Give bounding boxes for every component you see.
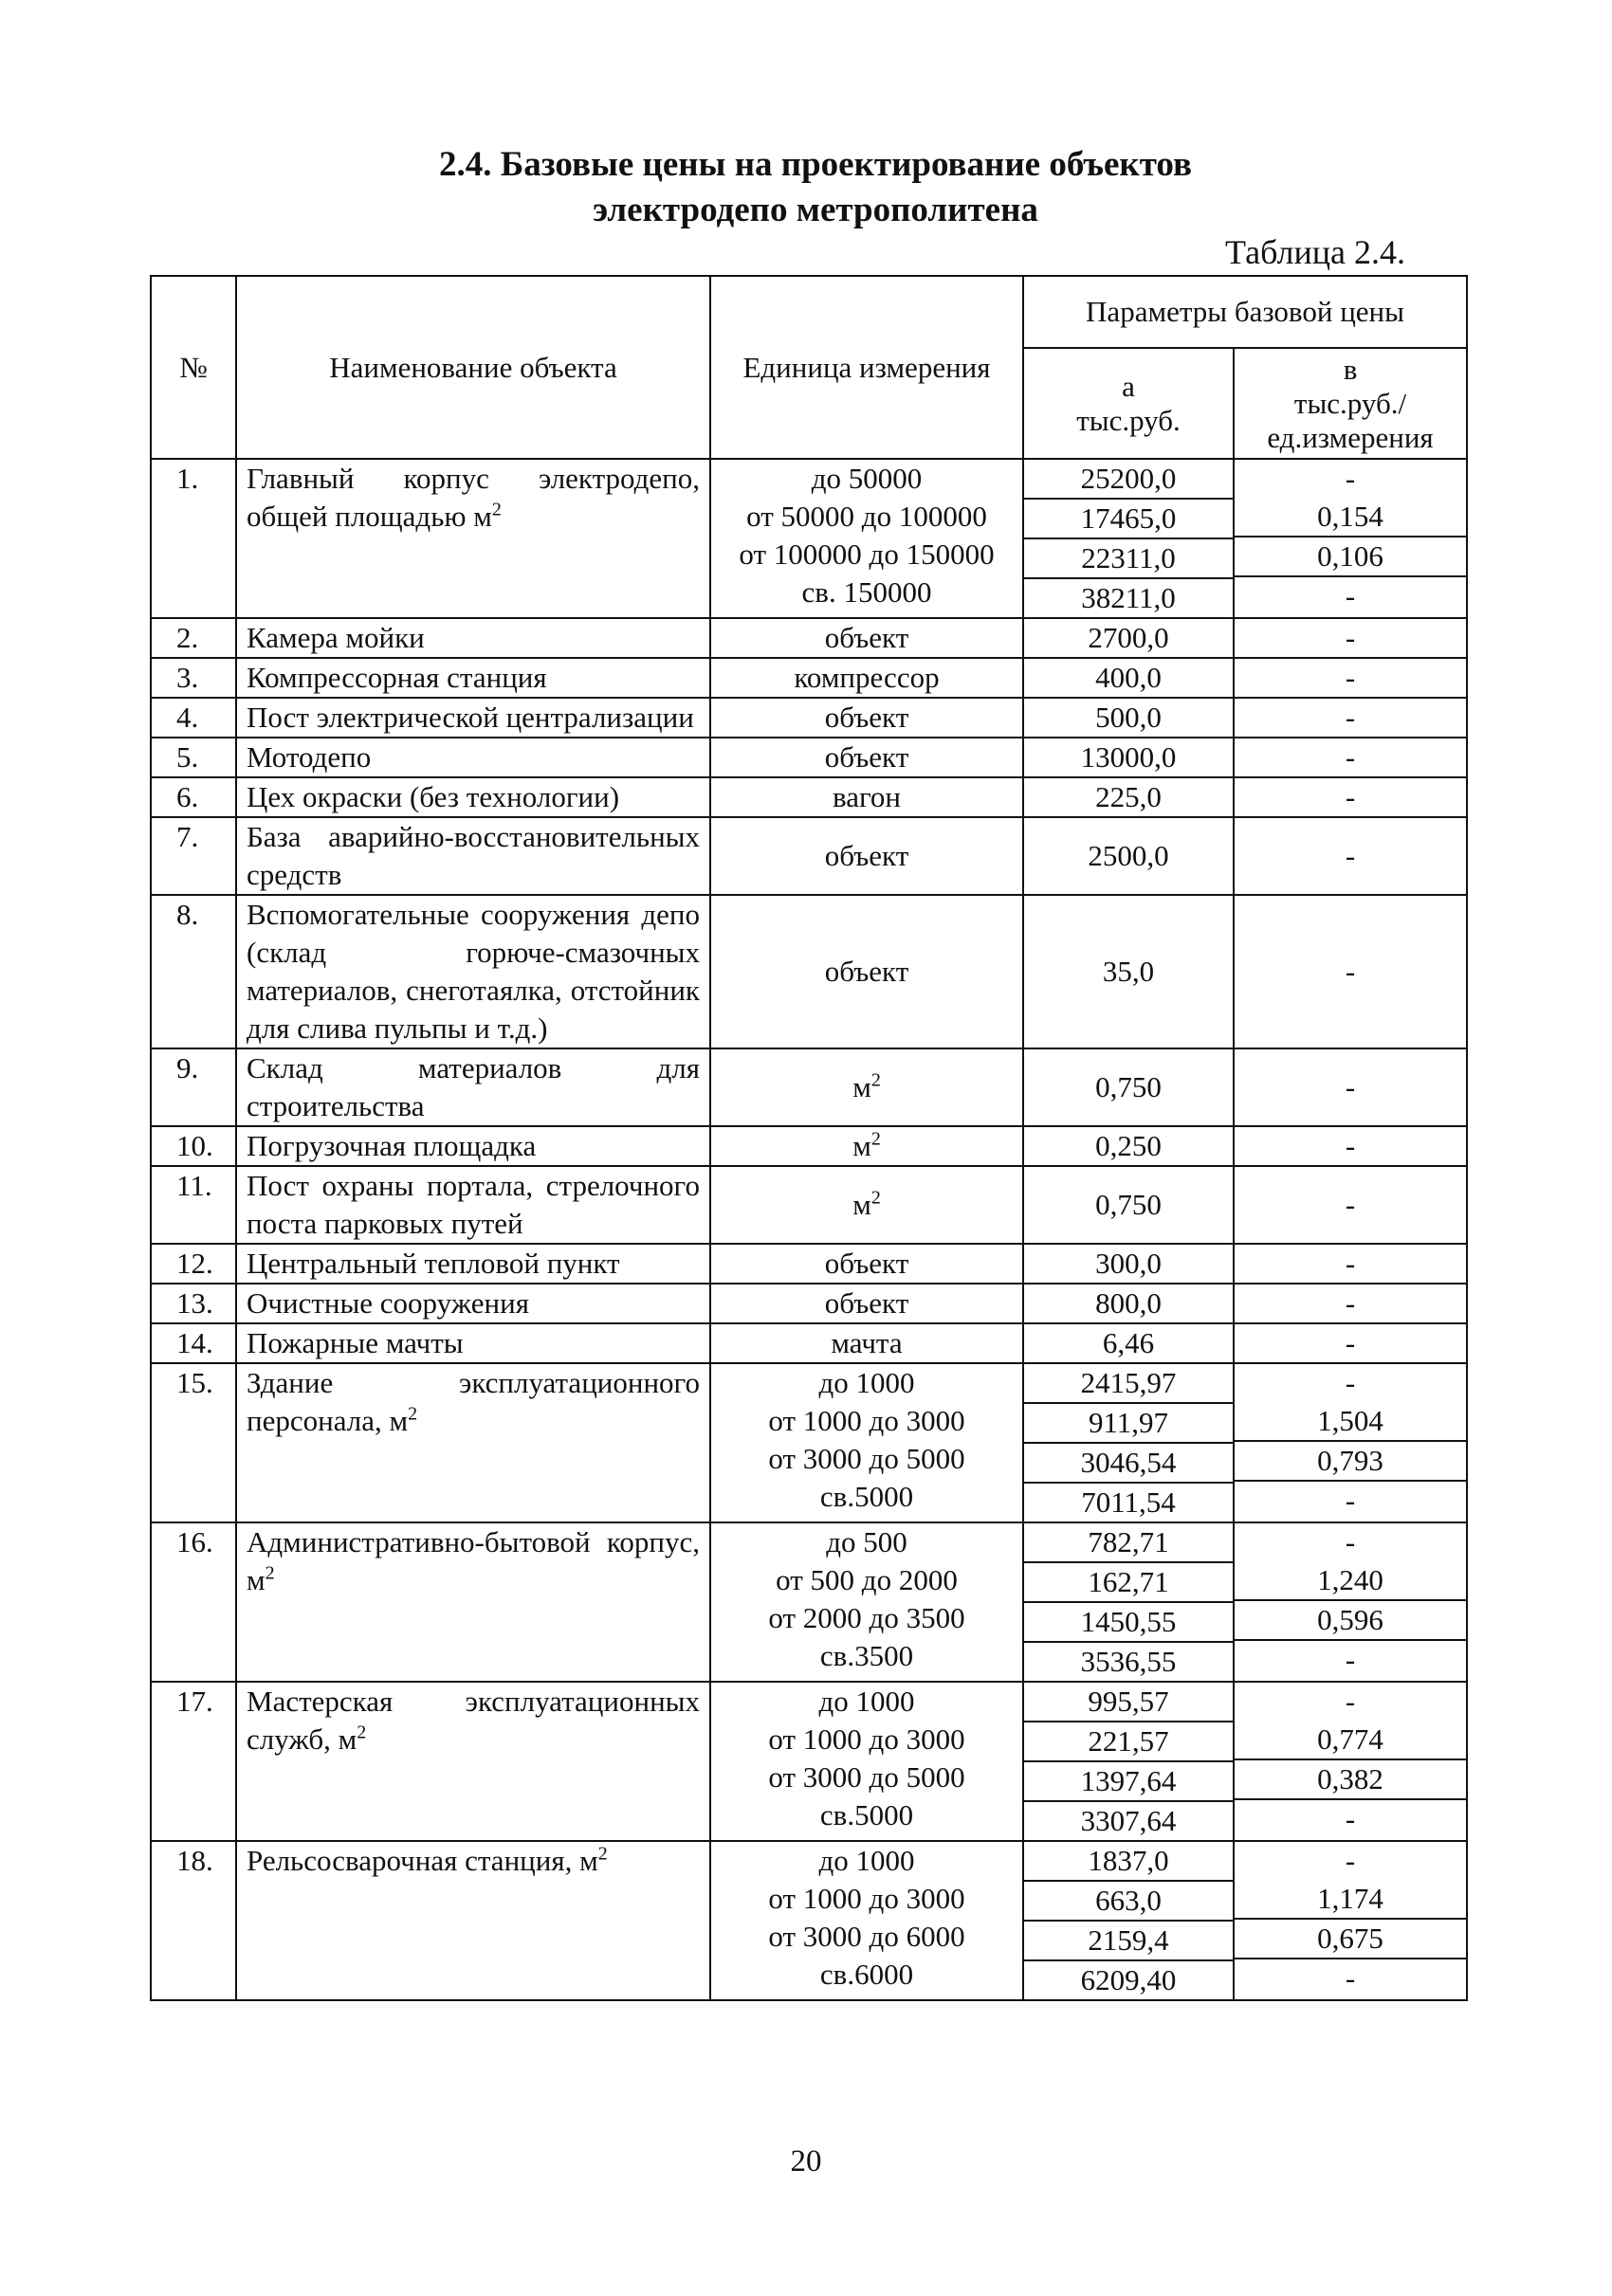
unit-range: св.5000	[819, 1798, 914, 1831]
param-b-value: -	[1345, 621, 1356, 654]
title-line-2: электродепо метрополитена	[593, 191, 1038, 229]
unit-cell	[710, 1323, 1023, 1363]
row-number: 7.	[151, 817, 236, 895]
object-name	[236, 1323, 710, 1363]
unit-text: объект	[824, 740, 909, 774]
param-b-value: 1,504	[1235, 1402, 1466, 1442]
unit-text: м	[852, 1188, 871, 1221]
header-a-letter: а	[1122, 369, 1135, 403]
row-number: 11.	[151, 1166, 236, 1244]
table-row	[151, 895, 1467, 1048]
param-a-cell	[1023, 1522, 1234, 1682]
unit-text: м	[852, 1129, 871, 1162]
param-b-cell	[1234, 1284, 1467, 1323]
param-b-value: -	[1345, 1961, 1356, 1995]
param-a-cell	[1023, 777, 1234, 817]
object-name-text: Склад материалов для строительства	[247, 1051, 700, 1122]
param-a-value: 17465,0	[1024, 500, 1233, 539]
unit-text: объект	[824, 1286, 909, 1320]
object-name	[236, 1284, 710, 1323]
table-body	[151, 459, 1467, 2000]
table-caption: Таблица 2.4.	[1225, 233, 1405, 271]
header-name: Наименование объекта	[236, 276, 710, 459]
object-name	[236, 698, 710, 738]
unit-cell	[710, 1363, 1023, 1522]
row-number: 17.	[151, 1682, 236, 1841]
page-title	[0, 142, 1612, 233]
header-a	[1023, 348, 1234, 459]
param-a-value: 35,0	[1102, 955, 1155, 988]
unit-range: до 50000	[811, 462, 923, 495]
row-number: 5.	[151, 738, 236, 777]
unit-range: от 3000 до 5000	[768, 1760, 965, 1794]
param-a-value: 2700,0	[1088, 621, 1169, 654]
param-b-cell	[1234, 1126, 1467, 1166]
param-b-value: -	[1345, 1525, 1356, 1558]
param-b-value: -	[1345, 839, 1356, 872]
param-a-value: 0,750	[1095, 1188, 1162, 1221]
object-name-text: Очистные сооружения	[247, 1286, 529, 1320]
param-a-cell	[1023, 1244, 1234, 1284]
unit-text: объект	[824, 1247, 909, 1280]
param-b-value: -	[1345, 701, 1356, 734]
param-b-cell	[1234, 738, 1467, 777]
param-a-value: 0,750	[1095, 1070, 1162, 1103]
row-number: 14.	[151, 1323, 236, 1363]
param-b-value: -	[1345, 1247, 1356, 1280]
unit-text: компрессор	[794, 661, 940, 694]
price-table	[150, 275, 1468, 2001]
row-number: 15.	[151, 1363, 236, 1522]
param-a-value: 25200,0	[1024, 460, 1233, 500]
param-a-value: 500,0	[1095, 701, 1162, 734]
table-row	[151, 777, 1467, 817]
param-b-value: -	[1345, 1188, 1356, 1221]
param-b-cell	[1234, 1323, 1467, 1363]
header-num: №	[151, 276, 236, 459]
unit-range: от 100000 до 150000	[739, 538, 995, 571]
header-b-unit: тыс.руб./	[1293, 386, 1407, 420]
param-a-value: 300,0	[1095, 1247, 1162, 1280]
param-a-value: 1837,0	[1024, 1842, 1233, 1882]
object-name	[236, 1166, 710, 1244]
param-b-value: -	[1345, 579, 1356, 612]
param-b-value: -	[1345, 1685, 1356, 1718]
unit-range: до 500	[826, 1525, 907, 1558]
table-row	[151, 1284, 1467, 1323]
header-params: Параметры базовой цены	[1023, 276, 1467, 348]
param-b-value: -	[1345, 740, 1356, 774]
row-number: 16.	[151, 1522, 236, 1682]
param-b-value: -	[1345, 462, 1356, 495]
param-b-value: -	[1345, 1484, 1356, 1517]
header-b-letter: в	[1343, 352, 1358, 386]
param-a-value: 3307,64	[1080, 1804, 1177, 1837]
object-name	[236, 658, 710, 698]
row-number: 6.	[151, 777, 236, 817]
param-b-cell	[1234, 459, 1467, 618]
row-number: 12.	[151, 1244, 236, 1284]
param-a-cell	[1023, 459, 1234, 618]
header-a-unit: тыс.руб.	[1076, 403, 1181, 437]
object-name-text: Мастерская эксплуатационных служб, м	[247, 1685, 700, 1756]
object-name-text: Пост электрической централизации	[247, 701, 694, 734]
param-a-value: 663,0	[1024, 1882, 1233, 1922]
param-b-cell	[1234, 1363, 1467, 1522]
param-a-cell	[1023, 1363, 1234, 1522]
object-name-text: Здание эксплуатационного персонала, м	[247, 1366, 700, 1437]
unit-text: объект	[824, 701, 909, 734]
object-name	[236, 459, 710, 618]
param-b-value: 0,596	[1235, 1601, 1466, 1641]
row-number: 3.	[151, 658, 236, 698]
unit-cell	[710, 459, 1023, 618]
unit-range: от 1000 до 3000	[768, 1882, 965, 1915]
page-number: 20	[790, 2144, 822, 2178]
row-number: 10.	[151, 1126, 236, 1166]
param-a-value: 162,71	[1024, 1563, 1233, 1603]
unit-cell	[710, 1522, 1023, 1682]
unit-range: до 1000	[818, 1844, 915, 1877]
param-b-cell	[1234, 1048, 1467, 1126]
unit-range: от 1000 до 3000	[768, 1404, 965, 1437]
param-a-cell	[1023, 817, 1234, 895]
object-name	[236, 895, 710, 1048]
param-a-value: 225,0	[1095, 780, 1162, 813]
param-a-value: 6,46	[1102, 1326, 1155, 1359]
unit-range: до 1000	[818, 1685, 915, 1718]
object-name	[236, 1363, 710, 1522]
unit-cell	[710, 1284, 1023, 1323]
table-row	[151, 1244, 1467, 1284]
superscript: 2	[870, 1128, 881, 1150]
param-b-cell	[1234, 1841, 1467, 2000]
param-a-value: 2159,4	[1024, 1922, 1233, 1961]
param-a-value: 2415,97	[1024, 1364, 1233, 1404]
param-a-value: 6209,40	[1080, 1963, 1177, 1996]
param-b-value: 1,174	[1235, 1880, 1466, 1920]
param-b-value: -	[1345, 661, 1356, 694]
unit-range: от 50000 до 100000	[746, 500, 987, 533]
unit-range: св.3500	[819, 1639, 914, 1672]
unit-cell	[710, 698, 1023, 738]
param-b-value: -	[1345, 955, 1356, 988]
param-a-cell	[1023, 895, 1234, 1048]
param-a-value: 800,0	[1095, 1286, 1162, 1320]
param-a-cell	[1023, 618, 1234, 658]
row-number: 4.	[151, 698, 236, 738]
table-row	[151, 1048, 1467, 1126]
object-name-text: Камера мойки	[247, 621, 425, 654]
unit-cell	[710, 817, 1023, 895]
table-row	[151, 1323, 1467, 1363]
superscript: 2	[870, 1069, 881, 1091]
param-b-value: -	[1345, 1643, 1356, 1676]
unit-range: от 1000 до 3000	[768, 1722, 965, 1756]
superscript: 2	[870, 1187, 881, 1209]
param-a-cell	[1023, 1166, 1234, 1244]
row-number: 1.	[151, 459, 236, 618]
param-b-value: 0,382	[1235, 1760, 1466, 1800]
unit-cell	[710, 1048, 1023, 1126]
param-a-value: 3536,55	[1080, 1645, 1177, 1678]
param-b-cell	[1234, 817, 1467, 895]
unit-range: св.6000	[819, 1958, 914, 1991]
param-b-value: -	[1345, 1326, 1356, 1359]
unit-cell	[710, 738, 1023, 777]
object-name-text: Административно-бытовой корпус, м	[247, 1525, 700, 1596]
object-name-text: Мотодепо	[247, 740, 372, 774]
param-a-value: 22311,0	[1024, 539, 1233, 579]
table-row	[151, 698, 1467, 738]
row-number: 9.	[151, 1048, 236, 1126]
param-a-value: 38211,0	[1081, 581, 1176, 614]
table-row	[151, 459, 1467, 618]
table-row	[151, 658, 1467, 698]
param-b-cell	[1234, 1682, 1467, 1841]
object-name	[236, 1841, 710, 2000]
superscript: 2	[408, 1403, 418, 1425]
param-a-value: 221,57	[1024, 1722, 1233, 1762]
object-name-text: Центральный тепловой пункт	[247, 1247, 620, 1280]
object-name-text: Компрессорная станция	[247, 661, 547, 694]
param-a-value: 2500,0	[1088, 839, 1169, 872]
param-b-value: -	[1345, 1070, 1356, 1103]
object-name	[236, 777, 710, 817]
unit-range: от 2000 до 3500	[768, 1601, 965, 1634]
unit-text: объект	[824, 839, 909, 872]
param-a-value: 1397,64	[1024, 1762, 1233, 1802]
object-name-text: Погрузочная площадка	[247, 1129, 537, 1162]
object-name	[236, 738, 710, 777]
table-row	[151, 1841, 1467, 2000]
param-a-cell	[1023, 738, 1234, 777]
param-b-cell	[1234, 618, 1467, 658]
param-a-value: 7011,54	[1081, 1485, 1176, 1519]
param-b-value: 0,774	[1235, 1721, 1466, 1760]
param-b-value: 0,793	[1235, 1442, 1466, 1482]
param-a-cell	[1023, 1284, 1234, 1323]
table-row	[151, 817, 1467, 895]
param-b-cell	[1234, 1244, 1467, 1284]
unit-text: объект	[824, 621, 909, 654]
unit-cell	[710, 777, 1023, 817]
unit-range: от 500 до 2000	[776, 1563, 958, 1596]
param-a-cell	[1023, 1841, 1234, 2000]
table-row	[151, 1126, 1467, 1166]
unit-range: св. 150000	[801, 575, 932, 609]
title-line-1: 2.4. Базовые цены на проектирование объектов	[439, 145, 1192, 184]
param-b-cell	[1234, 777, 1467, 817]
object-name	[236, 1244, 710, 1284]
header-b	[1234, 348, 1467, 459]
superscript: 2	[491, 499, 502, 520]
param-a-value: 13000,0	[1080, 740, 1177, 774]
object-name-text: Пост охраны портала, стрелочного поста парковых путей	[247, 1169, 700, 1240]
object-name	[236, 1126, 710, 1166]
param-b-value: 0,675	[1235, 1920, 1466, 1959]
unit-cell	[710, 658, 1023, 698]
superscript: 2	[357, 1722, 367, 1743]
param-a-value: 911,97	[1024, 1404, 1233, 1444]
row-number: 8.	[151, 895, 236, 1048]
superscript: 2	[597, 1843, 608, 1865]
param-a-cell	[1023, 1682, 1234, 1841]
param-a-value: 1450,55	[1024, 1603, 1233, 1643]
unit-text: объект	[824, 955, 909, 988]
unit-cell	[710, 618, 1023, 658]
param-a-cell	[1023, 698, 1234, 738]
object-name	[236, 618, 710, 658]
param-a-cell	[1023, 658, 1234, 698]
object-name-text: Цех окраски (без технологии)	[247, 780, 620, 813]
unit-text: мачта	[831, 1326, 903, 1359]
table-row	[151, 1682, 1467, 1841]
param-a-value: 400,0	[1095, 661, 1162, 694]
param-b-value: -	[1345, 780, 1356, 813]
row-number: 13.	[151, 1284, 236, 1323]
param-b-value: -	[1345, 1129, 1356, 1162]
object-name-text: База аварийно-восстановительных средств	[247, 820, 700, 891]
param-a-cell	[1023, 1323, 1234, 1363]
param-a-value: 3046,54	[1024, 1444, 1233, 1484]
object-name	[236, 1682, 710, 1841]
superscript: 2	[265, 1562, 275, 1584]
param-b-value: 0,154	[1235, 498, 1466, 538]
unit-range: от 3000 до 6000	[768, 1920, 965, 1953]
row-number: 18.	[151, 1841, 236, 2000]
unit-cell	[710, 895, 1023, 1048]
table-row	[151, 1522, 1467, 1682]
object-name	[236, 1048, 710, 1126]
param-b-cell	[1234, 1166, 1467, 1244]
param-b-cell	[1234, 1522, 1467, 1682]
param-b-cell	[1234, 895, 1467, 1048]
param-b-value: -	[1345, 1286, 1356, 1320]
object-name-text: Вспомогательные сооружения депо (склад горюче-смазочных материалов, снеготаялка, отстойник для слива пульпы и т.д.)	[247, 898, 700, 1045]
unit-text: м	[852, 1070, 871, 1103]
unit-text: вагон	[832, 780, 902, 813]
object-name-text: Пожарные мачты	[247, 1326, 464, 1359]
unit-range: до 1000	[818, 1366, 915, 1399]
param-a-value: 0,250	[1095, 1129, 1162, 1162]
unit-range: от 3000 до 5000	[768, 1442, 965, 1475]
object-name	[236, 817, 710, 895]
table-row	[151, 738, 1467, 777]
unit-cell	[710, 1126, 1023, 1166]
param-a-value: 782,71	[1024, 1523, 1233, 1563]
param-a-value: 995,57	[1024, 1683, 1233, 1722]
param-b-value: -	[1345, 1844, 1356, 1877]
param-b-value: -	[1345, 1802, 1356, 1835]
object-name-text: Рельсосварочная станция, м	[247, 1844, 598, 1877]
param-b-value: 0,106	[1235, 538, 1466, 577]
param-b-cell	[1234, 658, 1467, 698]
unit-cell	[710, 1244, 1023, 1284]
unit-cell	[710, 1841, 1023, 2000]
header-unit: Единица измерения	[710, 276, 1023, 459]
table-row	[151, 1166, 1467, 1244]
param-b-cell	[1234, 698, 1467, 738]
unit-cell	[710, 1682, 1023, 1841]
header-b-unit-measure: ед.измерения	[1267, 420, 1434, 454]
table-row	[151, 1363, 1467, 1522]
param-b-value: -	[1345, 1366, 1356, 1399]
table-row	[151, 618, 1467, 658]
param-a-cell	[1023, 1048, 1234, 1126]
object-name	[236, 1522, 710, 1682]
unit-range: св.5000	[819, 1480, 914, 1513]
param-b-value: 1,240	[1235, 1561, 1466, 1601]
param-a-cell	[1023, 1126, 1234, 1166]
object-name-text: Главный корпус электродепо, общей площадью м	[247, 462, 700, 533]
row-number: 2.	[151, 618, 236, 658]
unit-cell	[710, 1166, 1023, 1244]
